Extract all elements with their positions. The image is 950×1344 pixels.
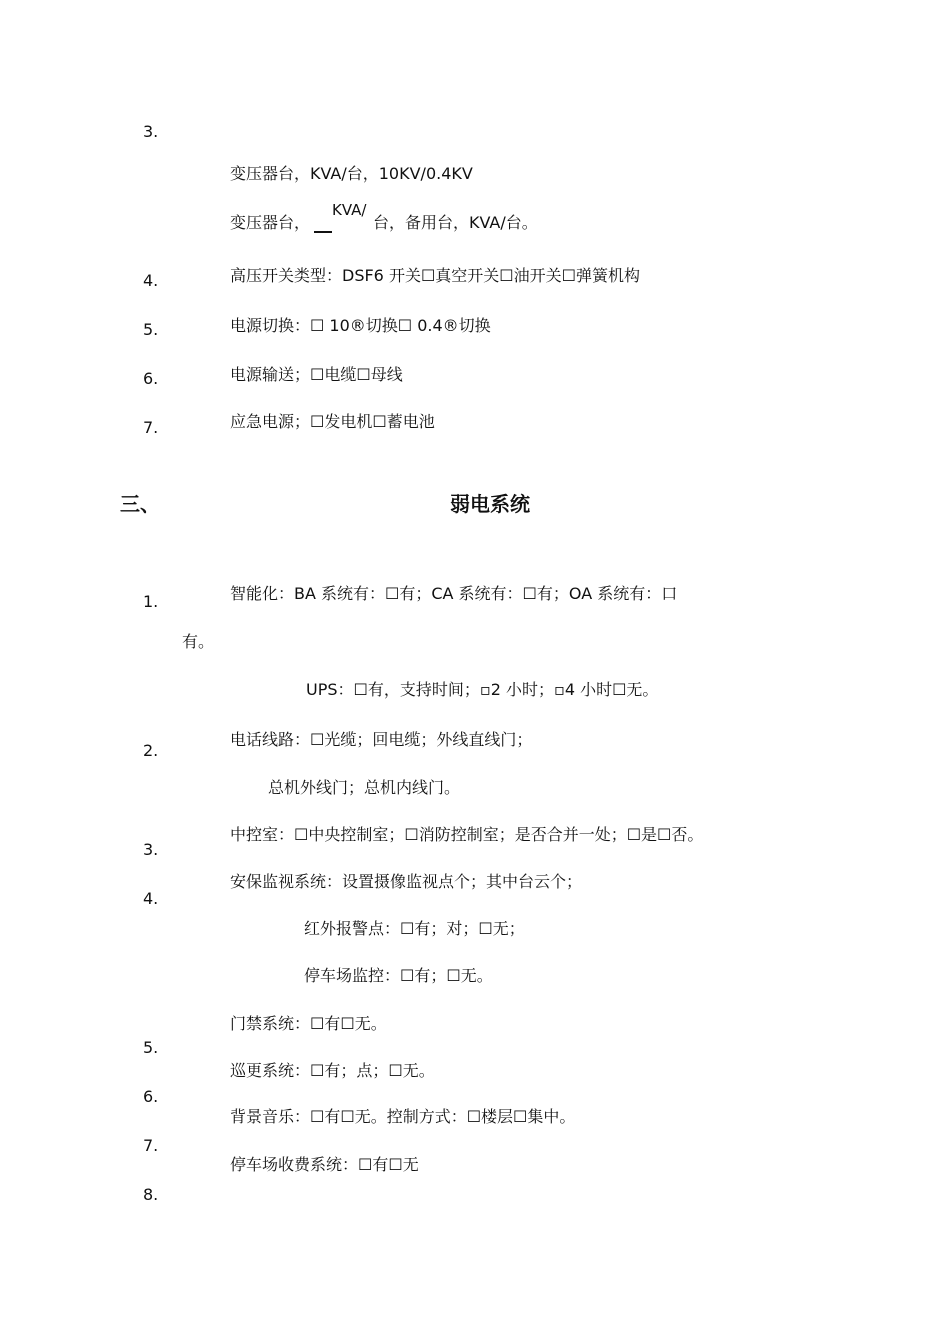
item-number-3b: 3. (143, 840, 159, 859)
cctv-line: 安保监视系统：设置摄像监视点个；其中台云个； (230, 872, 583, 891)
section-title: 弱电系统 (450, 492, 530, 516)
item-number-5: 5. (143, 320, 159, 339)
background-music-line: 背景音乐：☐有☐无。控制方式：☐楼层☐集中。 (230, 1107, 576, 1126)
item-number-4b: 4. (143, 889, 159, 908)
item-number-5b: 5. (143, 1038, 159, 1057)
item-number-7: 7. (143, 418, 159, 437)
transformer-line-2-unit: KVA/ (332, 201, 367, 219)
power-transmission-line: 电源输送；☐电缆☐母线 (230, 365, 403, 384)
item-number-1: 1. (143, 592, 159, 611)
transformer-line-2-start: 变压器台， (230, 213, 311, 232)
emergency-power-line: 应急电源；☐发电机☐蓄电池 (230, 412, 435, 431)
transformer-line-1: 变压器台，KVA/台，10KV/0.4KV (230, 164, 473, 183)
phone-lines-line-cont: 总机外线门；总机内线门。 (268, 778, 461, 797)
infrared-alarm-line: 红外报警点：☐有；对；☐无； (304, 919, 525, 938)
patrol-system-line: 巡更系统：☐有；点；☐无。 (230, 1061, 435, 1080)
parking-monitor-line: 停车场监控：☐有；☐无。 (304, 966, 493, 985)
intelligent-system-line-cont: 有。 (182, 632, 215, 651)
item-number-6b: 6. (143, 1087, 159, 1106)
phone-lines-line: 电话线路：☐光缆；回电缆；外线直线门； (230, 730, 533, 749)
item-number-7b: 7. (143, 1136, 159, 1155)
section-number: 三、 (120, 492, 160, 516)
intelligent-system-line: 智能化：BA 系统有：☐有；CA 系统有：☐有；OA 系统有：口 (230, 584, 678, 603)
control-room-line: 中控室：☐中央控制室；☐消防控制室；是否合并一处；☐是☐否。 (230, 825, 704, 844)
parking-fee-line: 停车场收费系统：☐有☐无 (230, 1155, 419, 1174)
item-number-4: 4. (143, 271, 159, 290)
item-number-3: 3. (143, 122, 159, 141)
access-control-line: 门禁系统：☐有☐无。 (230, 1014, 387, 1033)
item-number-8: 8. (143, 1185, 159, 1204)
item-number-2: 2. (143, 741, 159, 760)
hv-switch-type-line: 高压开关类型：DSF6 开关☐真空开关☐油开关☐弹簧机构 (230, 266, 640, 285)
fill-in-blank (314, 231, 332, 233)
ups-line: UPS：☐有，支持时间；▫2 小时；▫4 小时☐无。 (306, 680, 659, 699)
power-switchover-line: 电源切换：☐ 10®切换☐ 0.4®切换 (230, 316, 491, 335)
item-number-6: 6. (143, 369, 159, 388)
transformer-line-2-end: 台，备用台，KVA/台。 (373, 213, 538, 232)
